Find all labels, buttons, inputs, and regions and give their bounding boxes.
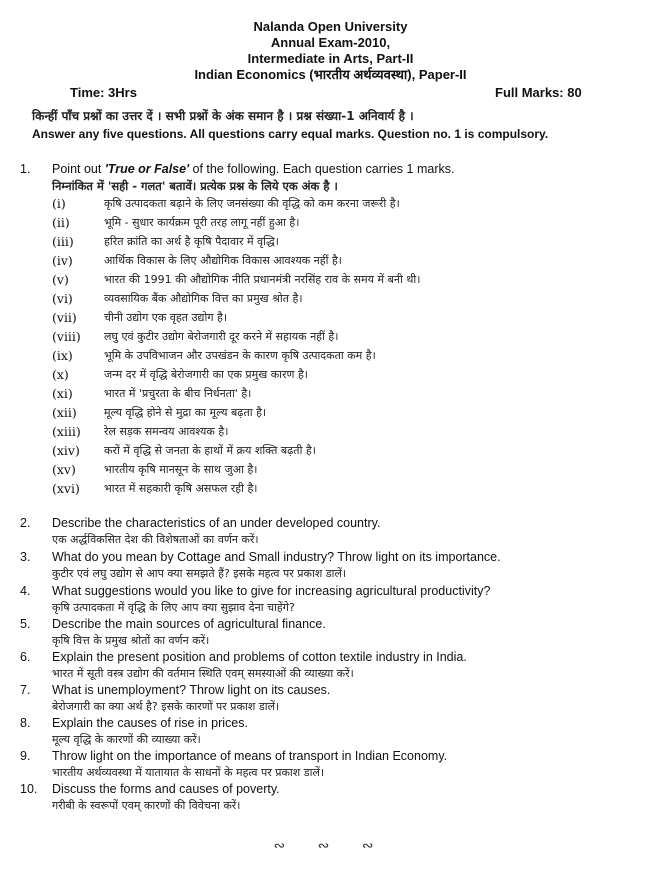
question-hindi: कृषि उत्पादकता में वृद्धि के लिए आप क्या सुझाव देना चाहेंगे?	[52, 601, 295, 614]
question-number: 5.	[20, 617, 31, 631]
item-text: जन्म दर में वृद्धि बेरोजगारी का एक प्रमुख कारण है।	[104, 368, 308, 381]
item-text: भूमि के उपविभाजन और उपखंडन के कारण कृषि उत्पादकता कम है।	[104, 349, 376, 362]
question-hindi: मूल्य वृद्धि के कारणों की व्याख्या करें।	[52, 733, 201, 746]
question-number: 3.	[20, 550, 31, 564]
question-1-text	[52, 161, 454, 177]
question-hindi: कृषि वित्त के प्रमुख श्रोतों का वर्णन करें।	[52, 634, 210, 647]
item-number: (ix)	[52, 348, 73, 363]
question-number: 7.	[20, 683, 31, 697]
item-number: (i)	[52, 196, 66, 211]
full-marks-label: Full Marks: 80	[495, 85, 582, 100]
question-1-hindi: निम्नांकित में 'सही - गलत' बतावें। प्रत्येक प्रश्न के लिये एक अंक है ।	[52, 179, 338, 193]
question-english: Describe the main sources of agricultural finance.	[52, 617, 326, 631]
item-text: कृषि उत्पादकता बढ़ाने के लिए जनसंख्या की वृद्धि को कम करना जरूरी है।	[104, 197, 400, 210]
item-number: (xvi)	[52, 481, 80, 496]
question-hindi: कुटीर एवं लघु उद्योग से आप क्या समझते हैं? इसके महत्व पर प्रकाश डालें।	[52, 567, 347, 580]
question-number: 10.	[20, 782, 38, 796]
item-number: (x)	[52, 367, 69, 382]
item-text: करों में वृद्धि से जनता के हाथों में क्रय शक्ति बढ़ती है।	[104, 444, 316, 457]
exam-title: Annual Exam-2010,	[270, 35, 391, 50]
question-number: 8.	[20, 716, 31, 730]
item-number: (xiii)	[52, 424, 81, 439]
question-1-number: 1.	[20, 162, 31, 176]
item-text: आर्थिक विकास के लिए औद्योगिक विकास आवश्यक नहीं है।	[104, 254, 342, 267]
item-text: भारतीय कृषि मानसून के साथ जुआ है।	[104, 463, 258, 476]
item-number: (vii)	[52, 310, 77, 325]
question-hindi: भारतीय अर्थव्यवस्था में यातायात के साधनों के महत्व पर प्रकाश डालें।	[52, 766, 325, 779]
question-english: Explain the present position and problems of cotton textile industry in India.	[52, 650, 467, 664]
item-text: मूल्य वृद्धि होने से मुद्रा का मूल्य बढ़ता है।	[104, 406, 267, 419]
question-1-emphasis: 'True or False'	[104, 162, 190, 176]
item-number: (iv)	[52, 253, 73, 268]
subject-title: Indian Economics (भारतीय अर्थव्यवस्था), Paper-II	[194, 67, 467, 82]
question-1-prefix: Point out	[52, 162, 105, 176]
item-number: (ii)	[52, 215, 70, 230]
item-text: लघु एवं कुटीर उद्योग बेरोजगारी दूर करने में सहायक नहीं है।	[104, 330, 339, 343]
question-number: 9.	[20, 749, 31, 763]
question-english: Describe the characteristics of an under developed country.	[52, 516, 381, 530]
item-text: चीनी उद्योग एक वृहत उद्योग है।	[104, 311, 228, 324]
question-1-suffix: of the following. Each question carries 1 marks.	[189, 162, 455, 176]
question-number: 4.	[20, 584, 31, 598]
instructions-english: Answer any five questions. All questions carry equal marks. Question no. 1 is compulsory.	[32, 127, 549, 141]
time-label: Time: 3Hrs	[70, 85, 137, 100]
item-number: (vi)	[52, 291, 73, 306]
item-text: हरित क्रांति का अर्थ है कृषि पैदावार में वृद्धि।	[104, 235, 279, 248]
item-number: (viii)	[52, 329, 81, 344]
item-text: भारत की 1991 की औद्योगिक नीति प्रधानमंत्री नरसिंह राव के समय में बनी थी।	[104, 273, 421, 286]
question-english: What suggestions would you like to give for increasing agricultural productivity?	[52, 584, 491, 598]
item-text: भारत में सहकारी कृषि असफल रही है।	[104, 482, 258, 495]
question-hindi: भारत में सूती वस्त्र उद्योग की वर्तमान स्थिति एवम् समस्याओं की व्याख्या करें।	[52, 667, 354, 680]
item-text: व्यवसायिक बैंक औद्योगिक वित्त का प्रमुख श्रोत है।	[104, 292, 303, 305]
question-english: Discuss the forms and causes of poverty.	[52, 782, 280, 796]
question-number: 2.	[20, 516, 31, 530]
item-number: (xi)	[52, 386, 73, 401]
item-text: भारत में 'प्रचुरता के बीच निर्धनता' है।	[104, 387, 252, 400]
course-title: Intermediate in Arts, Part-II	[247, 51, 414, 66]
footer-ornament: ∾ ∾ ∾	[273, 838, 388, 854]
question-english: What do you mean by Cottage and Small industry? Throw light on its importance.	[52, 550, 501, 564]
item-number: (xv)	[52, 462, 76, 477]
question-hindi: गरीबी के स्वरूपों एवम् कारणों की विवेचना करें।	[52, 799, 241, 812]
question-number: 6.	[20, 650, 31, 664]
question-english: Explain the causes of rise in prices.	[52, 716, 248, 730]
question-hindi: बेरोजगारी का क्या अर्थ है? इसके कारणों पर प्रकाश डालें।	[52, 700, 280, 713]
question-english: What is unemployment? Throw light on its causes.	[52, 683, 331, 697]
item-number: (iii)	[52, 234, 74, 249]
instructions-hindi: किन्हीं पाँच प्रश्नों का उत्तर दें । सभी प्रश्नों के अंक समान है । प्रश्न संख्या-1 अनिवार्य है ।	[32, 109, 414, 123]
question-english: Throw light on the importance of means of transport in Indian Economy.	[52, 749, 448, 763]
item-text: भूमि - सुधार कार्यक्रम पूरी तरह लागू नहीं हुआ है।	[104, 216, 300, 229]
item-number: (xii)	[52, 405, 77, 420]
item-number: (xiv)	[52, 443, 80, 458]
university-name: Nalanda Open University	[253, 19, 408, 34]
item-number: (v)	[52, 272, 69, 287]
item-text: रेल सड़क समन्वय आवश्यक है।	[104, 425, 229, 438]
question-hindi: एक अर्द्धविकसित देश की विशेषताओं का वर्णन करें।	[52, 533, 259, 546]
